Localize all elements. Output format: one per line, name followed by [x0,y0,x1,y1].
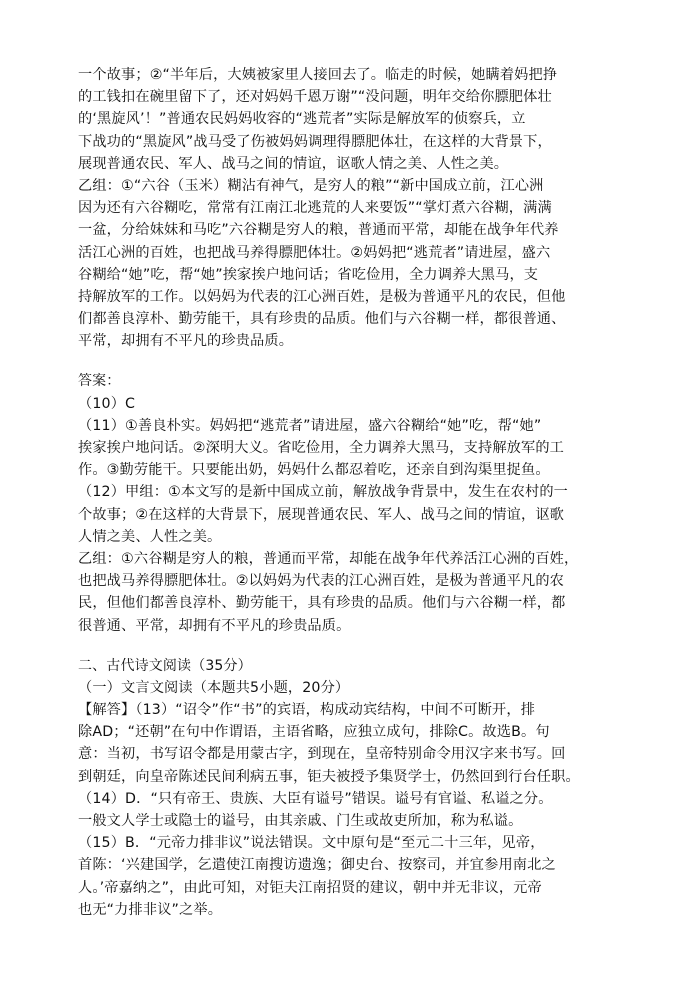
text-line: 因为还有六谷糊吃，常常有江南江北逃荒的人来要饭”“掌灯煮六谷糊，满满 [78,200,552,217]
text-line: 展现普通农民、军人、战马之间的情谊，讴歌人情之美、人性之美。 [78,155,509,172]
text-line: 一盆，分给妹妹和马吃”六谷糊是穷人的粮，普通而平常，却能在战争年代养 [78,222,559,239]
text-line: 作。③勤劳能干。只要能出奶，妈妈什么都忍着吃，还亲自到沟渠里捉鱼。 [78,462,550,479]
classical-reading-section [78,655,626,921]
text-line: 挨家挨户地问话。②深明大义。省吃俭用，全力调养大黑马，支持解放军的工 [78,440,565,456]
text-line: 一般文人学士或隐士的谥号，由其亲戚、门生或故吏所加，称为私谥。 [78,813,523,829]
text-line: （11）①善良朴实。妈妈把“逃荒者”请进屋，盛六谷糊给“她”吃，帮“她” [78,417,542,434]
text-line: 一个故事；②“半年后，大姨被家里人接回去了。临走的时候，她瞒着妈把挣 [78,67,558,83]
text-line: （12）甲组：①本文写的是新中国成立前，解放战争背景中，发生在农村的一 [78,484,569,501]
text-line: 平常，却拥有不平凡的珍贵品质。 [78,333,294,350]
text-line: 很普通、平常，却拥有不平凡的珍贵品质。 [78,617,351,634]
text-line: 人。’帝嘉纳之”，由此可知，对钜夫江南招贤的建议，朝中并无非议，元帝 [78,879,542,896]
text-line: 到朝廷，向皇帝陈述民间利病五事，钜夫被授予集贤学士，仍然回到行台任职。 [78,768,580,785]
text-line: 意：当初，书写诏令都是用蒙古字，到现在，皇帝特别命令用汉字来书写。回 [78,746,566,763]
text-line: 谷糊给“她”吃，帮“她”挨家挨户地问话；省吃俭用，全力调养大黑马，支 [78,266,539,283]
story-analysis-section [78,64,626,352]
text-line: 的工钱扣在碗里留下了，还对妈妈千恩万谢”“没问题，明年交给你膘肥体壮 [78,89,552,106]
text-line: 民，但他们都善良淳朴、勤劳能干，具有珍贵的品质。他们与六谷糊一样，都 [78,595,566,612]
text-line: 人情之美、人性之美。 [78,528,222,545]
text-line: （14）D．“只有帝王、贵族、大臣有谥号”错误。谥号有官谥、私谥之分。 [78,790,553,807]
text-line: 首陈：‘兴建国学，乞遣使江南搜访遗逸；御史台、按察司，并宜参用南北之 [78,857,556,874]
text-line: 乙组：①“六谷（玉米）糊沾有神气，是穷人的粮”“新中国成立前，江心洲 [78,177,544,194]
document-page [78,64,626,921]
text-line: 除AD；“还朝”在句中作谓语，主语省略，应独立成句，排除C。故选B。句 [78,724,550,741]
subsection-heading: （一）文言文阅读（本题共5小题，20分） [78,679,350,696]
text-line: 活江心洲的百姓，也把战马养得膘肥体壮。②妈妈把“逃荒者”请进屋，盛六 [78,244,551,261]
text-line: 也无“力排非议”之举。 [78,901,223,918]
text-line: 持解放军的工作。以妈妈为代表的江心洲百姓，是极为普通平凡的农民，但他 [78,288,566,305]
section-heading: 二、古代诗文阅读（35分） [78,657,252,674]
text-line: 乙组：①六谷糊是穷人的粮，普通而平常，却能在战争年代养活江心洲的百姓， [78,550,579,567]
text-line: （15）B．“元帝力排非议”说法错误。文中原句是“至元二十三年，见帝， [78,835,545,852]
text-line: 【解答】（13）“诏令”作“书”的宾语，构成动宾结构，中间不可断开，排 [78,702,536,719]
text-line: 的‘黑旋风’！”普通农民妈妈收容的“逃荒者”实际是解放军的侦察兵，立 [78,111,526,128]
answers-heading: 答案： [78,373,121,390]
text-line: 们都善良淳朴、勤劳能干，具有珍贵的品质。他们与六谷糊一样，都很普通、 [78,311,566,328]
text-line: 下战功的“黑旋风”战马受了伤被妈妈调理得膘肥体壮，在这样的大背景下， [78,133,552,150]
text-line: （10）C [78,395,136,412]
text-line: 个故事；②在这样的大背景下，展现普通农民、军人、战马之间的情谊，讴歌 [78,506,565,523]
text-line: 也把战马养得膘肥体壮。②以妈妈为代表的江心洲百姓，是极为普通平凡的农 [78,573,565,590]
answers-section [78,370,626,636]
